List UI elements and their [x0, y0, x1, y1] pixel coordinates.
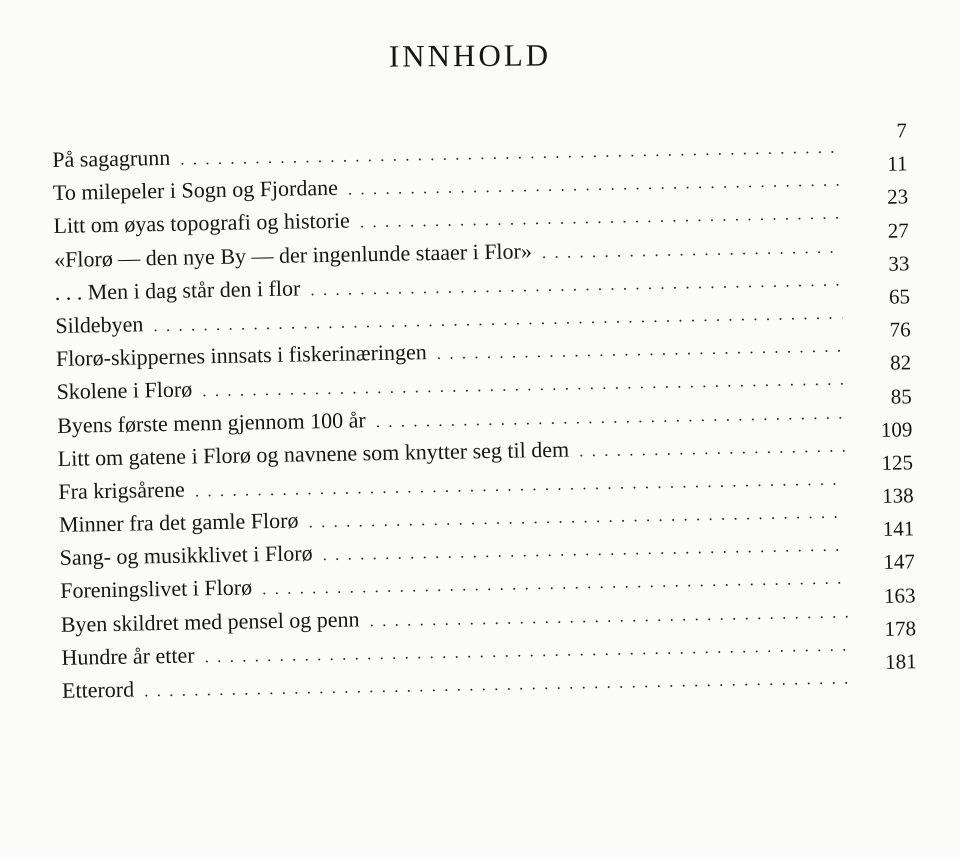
- toc-entry-title: Byens første menn gjennom 100 år: [56, 406, 366, 438]
- toc-entry-title: Foreningslivet i Florø: [59, 574, 253, 604]
- toc-entry-title: Sildebyen: [55, 311, 144, 338]
- toc-page-number: 7: [896, 118, 908, 143]
- toc-entry-title: Etterord: [61, 676, 135, 703]
- toc-page-number: 181: [884, 649, 917, 674]
- toc-entry-title: Litt om gatene i Florø og navnene som knytter seg til dem: [57, 436, 570, 471]
- toc-page-number: 33: [888, 251, 910, 276]
- toc-entry-title: På sagagrunn: [52, 144, 171, 172]
- toc-page-number: 23: [886, 184, 909, 210]
- toc-entry-title: Byen skildret med pensel og penn: [60, 606, 360, 637]
- toc-entry-title: Skolene i Florø: [56, 376, 193, 405]
- toc-page-number: 178: [884, 616, 917, 641]
- toc-page-number: 147: [883, 549, 916, 575]
- table-of-contents: [52, 118, 917, 707]
- toc-page-number: 163: [883, 582, 916, 608]
- toc-entry-title: Litt om øyas topografi og historie: [53, 207, 351, 239]
- toc-page-number: 65: [888, 284, 911, 309]
- toc-page-number: 85: [890, 383, 912, 409]
- dot-leader: [542, 230, 842, 268]
- dot-leader: [579, 429, 845, 467]
- page-title: INNHOLD: [388, 37, 552, 74]
- toc-entry-title: «Florø — den nye By — der ingenlunde staaer i Flor»: [53, 237, 533, 272]
- toc-entry-title: . . . Men i dag står den i flor: [54, 275, 301, 305]
- toc-entry-title: Florø-skippernes innsats i fiskerinæringen: [55, 339, 428, 372]
- toc-page-number: 82: [889, 350, 912, 375]
- toc-entry-title: To milepeler i Sogn og Fjordane: [52, 174, 339, 206]
- toc-page-number: 27: [887, 217, 909, 243]
- toc-entry-title: Hundre år etter: [61, 642, 195, 670]
- toc-entry-title: Minner fra det gamle Florø: [58, 507, 299, 537]
- toc-page-number: 138: [881, 483, 914, 508]
- toc-entry-title: Fra krigsårene: [58, 476, 186, 504]
- toc-page-number: 109: [880, 416, 913, 442]
- toc-page-number: 11: [887, 151, 908, 176]
- toc-page-number: 141: [882, 516, 915, 542]
- toc-page-number: 125: [881, 450, 914, 475]
- toc-entry-title: Sang- og musikklivet i Florø: [59, 540, 313, 571]
- toc-page-number: 76: [889, 317, 911, 342]
